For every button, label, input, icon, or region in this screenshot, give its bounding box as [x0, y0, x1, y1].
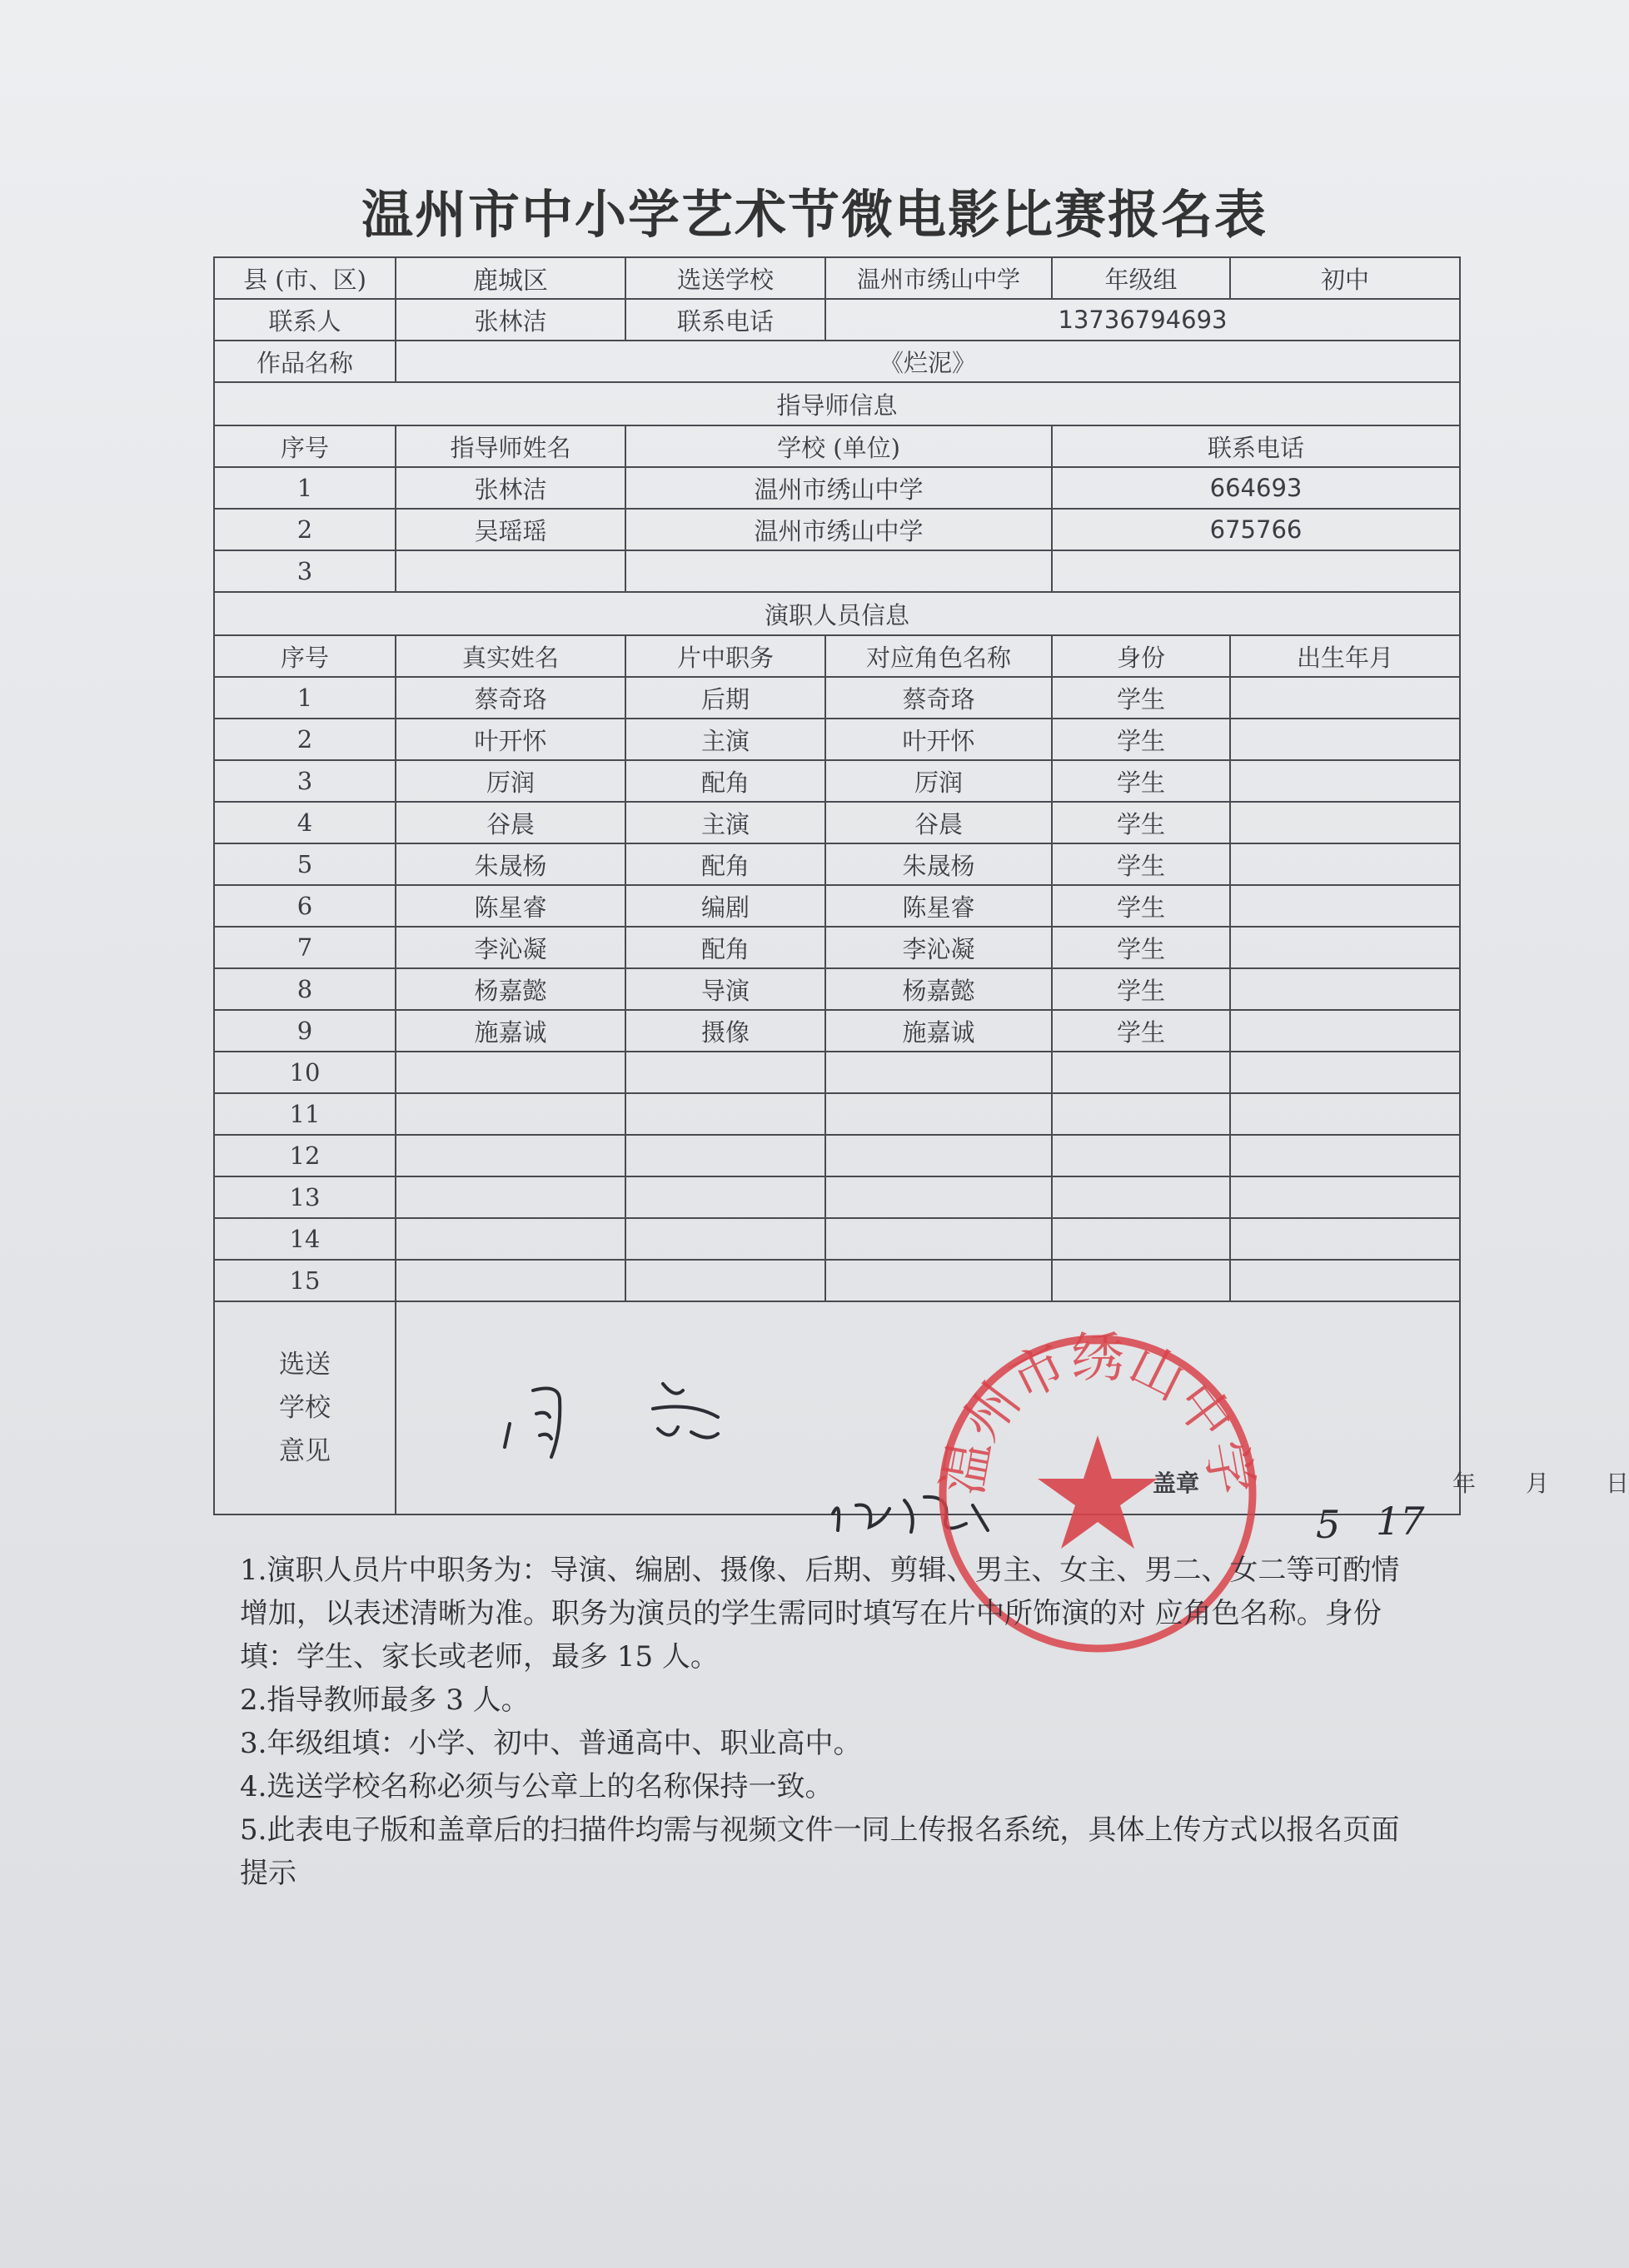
cast-no: 5: [214, 843, 396, 885]
cast-name: 李沁凝: [396, 927, 625, 968]
teacher-no: 3: [214, 550, 396, 592]
note-item: 3.年级组填：小学、初中、普通高中、职业高中。: [240, 1727, 862, 1760]
cast-role: 李沁凝: [825, 927, 1052, 968]
cast-role: [825, 1218, 1052, 1260]
cast-role: [825, 1052, 1052, 1093]
cast-role: [825, 1176, 1052, 1218]
cast-no: 1: [214, 677, 396, 719]
cast-role: [825, 1135, 1052, 1176]
cast-row: [214, 927, 1460, 968]
cast-row: [214, 760, 1460, 802]
registration-form-table: [213, 256, 1629, 1515]
cast-identity: 学生: [1052, 885, 1230, 927]
form-title: 温州市中小学艺术节微电影比赛报名表: [361, 184, 1268, 245]
phone-label: 联系电话: [625, 299, 825, 341]
cast-row: [214, 719, 1460, 760]
cast-name: [396, 1135, 625, 1176]
stroke: [653, 1407, 718, 1417]
teacher-section-title: 指导师信息: [214, 382, 1460, 425]
cast-name: 陈星睿: [396, 885, 625, 927]
teacher-header-phone: 联系电话: [1052, 425, 1460, 467]
cast-identity: 学生: [1052, 968, 1230, 1010]
cast-row: [214, 677, 1460, 719]
month-label: 月: [1526, 1470, 1550, 1497]
cast-birth: [1230, 1218, 1460, 1260]
cast-duty: 摄像: [625, 1010, 825, 1052]
cast-name: 蔡奇珞: [396, 677, 625, 719]
cast-name: 朱晟杨: [396, 843, 625, 885]
stroke: [833, 1508, 839, 1530]
cast-duty: [625, 1176, 825, 1218]
cast-name: [396, 1052, 625, 1093]
cast-birth: [1230, 927, 1460, 968]
handwritten-month: 5: [1316, 1502, 1341, 1547]
cast-row: [214, 843, 1460, 885]
day-label: 日: [1606, 1470, 1629, 1497]
cast-birth: [1230, 1135, 1460, 1176]
cast-no: 13: [214, 1176, 396, 1218]
cast-birth: [1230, 968, 1460, 1010]
teacher-phone: 664693: [1052, 467, 1460, 509]
handwritten-opinion: [500, 1365, 750, 1465]
cast-row: [214, 1052, 1460, 1093]
cast-identity: 学生: [1052, 1010, 1230, 1052]
cast-identity: 学生: [1052, 843, 1230, 885]
cast-duty: 导演: [625, 968, 825, 1010]
teacher-no: 2: [214, 509, 396, 550]
cast-no: 11: [214, 1093, 396, 1135]
cast-section-title: 演职人员信息: [214, 592, 1460, 635]
cast-role: [825, 1260, 1052, 1301]
basic-row-1: [214, 257, 1460, 299]
handwritten-day: 17: [1376, 1499, 1425, 1544]
teacher-phone: 675766: [1052, 509, 1460, 550]
stroke: [536, 1413, 550, 1417]
teacher-school: 温州市绣山中学: [625, 509, 1052, 550]
cast-no: 12: [214, 1135, 396, 1176]
teacher-name: 张林洁: [396, 467, 625, 509]
cast-duty: [625, 1218, 825, 1260]
note-item: 1.演职人员片中职务为：导演、编剧、摄像、后期、剪辑、男主、女主、男二、女二等可酌情增加，以表述清晰为准。职务为演员的学生需同时填写在片中所饰演的对 应角色名称。身份填：学生、家长或老师，最多 15 人。: [240, 1554, 1400, 1674]
grade-value: 初中: [1230, 257, 1460, 299]
teacher-header-school: 学校 (单位): [625, 425, 1052, 467]
cast-no: 2: [214, 719, 396, 760]
stroke: [658, 1427, 678, 1435]
cast-birth: [1230, 1176, 1460, 1218]
cast-name: 施嘉诚: [396, 1010, 625, 1052]
cast-name: [396, 1093, 625, 1135]
cast-birth: [1230, 1010, 1460, 1052]
cast-header-role: 对应角色名称: [825, 635, 1052, 677]
cast-name: [396, 1218, 625, 1260]
cast-row: [214, 1010, 1460, 1052]
cast-identity: [1052, 1260, 1230, 1301]
contact-value: 张林洁: [396, 299, 625, 341]
cast-role: [825, 1093, 1052, 1135]
stroke: [505, 1424, 510, 1447]
cast-duty: 主演: [625, 719, 825, 760]
cast-row: [214, 1260, 1460, 1301]
cast-duty: 配角: [625, 760, 825, 802]
cast-identity: 学生: [1052, 760, 1230, 802]
cast-row: [214, 1176, 1460, 1218]
stroke: [663, 1384, 683, 1394]
cast-birth: [1230, 1052, 1460, 1093]
cast-name: [396, 1176, 625, 1218]
contact-label: 联系人: [214, 299, 396, 341]
cast-duty: 主演: [625, 802, 825, 843]
teacher-school: 温州市绣山中学: [625, 467, 1052, 509]
teacher-school: [625, 550, 1052, 592]
cast-identity: [1052, 1135, 1230, 1176]
cast-no: 9: [214, 1010, 396, 1052]
cast-role: 陈星睿: [825, 885, 1052, 927]
county-value: 鹿城区: [396, 257, 625, 299]
cast-name: 叶开怀: [396, 719, 625, 760]
cast-role: 谷晨: [825, 802, 1052, 843]
cast-duty: 配角: [625, 843, 825, 885]
cast-row: [214, 802, 1460, 843]
school-label: 选送学校: [625, 257, 825, 299]
cast-duty: 编剧: [625, 885, 825, 927]
cast-section-row: [214, 592, 1460, 635]
cast-header-birth: 出生年月: [1230, 635, 1460, 677]
stroke: [904, 1500, 913, 1532]
cast-header-row: [214, 635, 1460, 677]
stroke: [691, 1432, 718, 1438]
cast-no: 15: [214, 1260, 396, 1301]
opinion-label-line-3: 意见: [279, 1436, 331, 1466]
cast-no: 3: [214, 760, 396, 802]
cast-birth: [1230, 760, 1460, 802]
teacher-row: [214, 467, 1460, 509]
teacher-row: [214, 509, 1460, 550]
cast-duty: [625, 1052, 825, 1093]
teacher-name: [396, 550, 625, 592]
cast-no: 6: [214, 885, 396, 927]
cast-row: [214, 968, 1460, 1010]
county-label: 县 (市、区): [214, 257, 396, 299]
teacher-no: 1: [214, 467, 396, 509]
cast-row: [214, 1135, 1460, 1176]
grade-label: 年级组: [1052, 257, 1230, 299]
cast-role: 施嘉诚: [825, 1010, 1052, 1052]
cast-role: 厉润: [825, 760, 1052, 802]
opinion-label-line-2: 学校: [279, 1393, 331, 1423]
note-item: 4.选送学校名称必须与公章上的名称保持一致。: [240, 1770, 834, 1803]
cast-row: [214, 1218, 1460, 1260]
year-label: 年: [1452, 1470, 1477, 1497]
teacher-phone: [1052, 550, 1460, 592]
teacher-header-name: 指导师姓名: [396, 425, 625, 467]
cast-name: 厉润: [396, 760, 625, 802]
cast-duty: 后期: [625, 677, 825, 719]
cast-row: [214, 885, 1460, 927]
cast-duty: [625, 1093, 825, 1135]
seal-star-icon: [1038, 1435, 1158, 1549]
cast-name: 谷晨: [396, 802, 625, 843]
cast-duty: [625, 1260, 825, 1301]
cast-role: 蔡奇珞: [825, 677, 1052, 719]
seal-text: 温州市绣山中学: [932, 1328, 1263, 1500]
basic-row-2: [214, 299, 1460, 341]
opinion-label-line-1: 选送: [279, 1350, 331, 1380]
cast-identity: 学生: [1052, 677, 1230, 719]
cast-identity: [1052, 1218, 1230, 1260]
notes-section: [240, 1549, 1406, 1895]
cast-identity: [1052, 1176, 1230, 1218]
cast-duty: [625, 1135, 825, 1176]
cast-identity: 学生: [1052, 719, 1230, 760]
cast-identity: 学生: [1052, 927, 1230, 968]
cast-header-identity: 身份: [1052, 635, 1230, 677]
cast-no: 8: [214, 968, 396, 1010]
opinion-label-cell: [214, 1301, 396, 1514]
seal-label: 盖章: [1153, 1470, 1200, 1497]
note-item: 5.此表电子版和盖章后的扫描件均需与视频文件一同上传报名系统，具体上传方式以报名页面提示: [240, 1813, 1400, 1890]
cast-header-duty: 片中职务: [625, 635, 825, 677]
cast-birth: [1230, 719, 1460, 760]
cast-birth: [1230, 1260, 1460, 1301]
work-value: 《烂泥》: [396, 341, 1460, 382]
cast-birth: [1230, 677, 1460, 719]
cast-birth: [1230, 802, 1460, 843]
phone-value: 13736794693: [825, 299, 1460, 341]
stroke: [856, 1505, 889, 1527]
teacher-section-row: [214, 382, 1460, 425]
teacher-header-row: [214, 425, 1460, 467]
cast-identity: 学生: [1052, 802, 1230, 843]
cast-role: 朱晟杨: [825, 843, 1052, 885]
basic-row-3: [214, 341, 1460, 382]
stroke: [533, 1389, 560, 1457]
cast-birth: [1230, 1093, 1460, 1135]
cast-no: 7: [214, 927, 396, 968]
stroke: [540, 1435, 551, 1439]
cast-no: 14: [214, 1218, 396, 1260]
note-item: 2.指导教师最多 3 人。: [240, 1684, 530, 1717]
cast-no: 4: [214, 802, 396, 843]
cast-name: 杨嘉懿: [396, 968, 625, 1010]
teacher-name: 吴瑶瑶: [396, 509, 625, 550]
cast-name: [396, 1260, 625, 1301]
work-label: 作品名称: [214, 341, 396, 382]
teacher-header-no: 序号: [214, 425, 396, 467]
cast-header-name: 真实姓名: [396, 635, 625, 677]
cast-no: 10: [214, 1052, 396, 1093]
cast-birth: [1230, 843, 1460, 885]
cast-duty: 配角: [625, 927, 825, 968]
cast-header-no: 序号: [214, 635, 396, 677]
cast-identity: [1052, 1052, 1230, 1093]
cast-identity: [1052, 1093, 1230, 1135]
cast-birth: [1230, 885, 1460, 927]
school-value: 温州市绣山中学: [825, 257, 1052, 299]
cast-role: 杨嘉懿: [825, 968, 1052, 1010]
teacher-row: [214, 550, 1460, 592]
cast-role: 叶开怀: [825, 719, 1052, 760]
cast-row: [214, 1093, 1460, 1135]
